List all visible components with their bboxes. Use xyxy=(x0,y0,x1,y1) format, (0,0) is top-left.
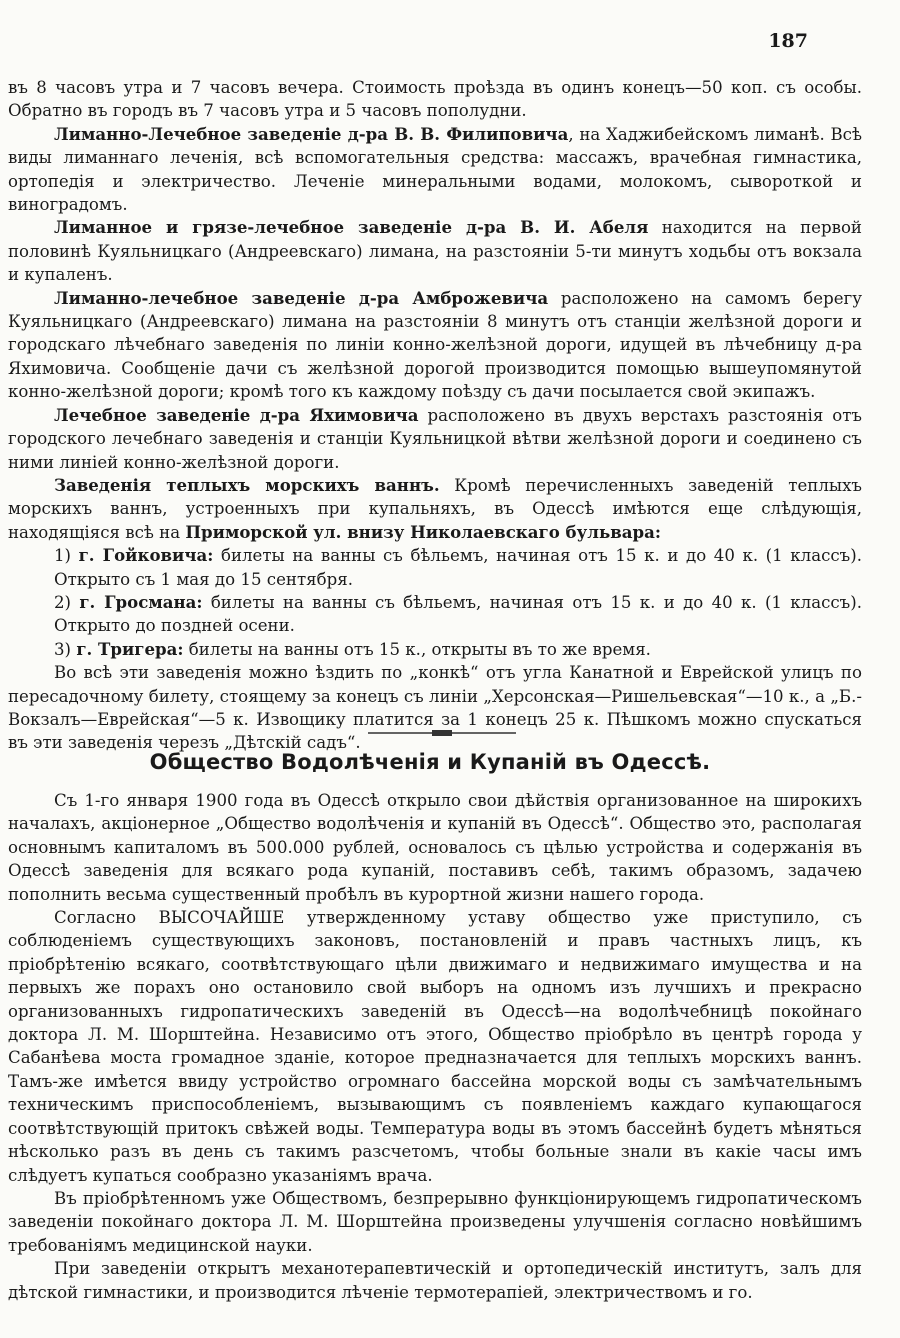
list-item: 3) г. Тригера: билеты на ванны отъ 15 к., открыты въ то же время. xyxy=(54,638,651,659)
list-item: 2) г. Гросмана: билеты на ванны съ бѣльемъ, начиная отъ 15 к. и до 40 к. (1 классъ). Открыто до поздней осени. xyxy=(54,591,862,636)
list-item-text: билеты на ванны съ бѣльемъ, начиная отъ 15 к. и до 40 к. (1 классъ). Открыто до поздней осени. xyxy=(54,592,862,636)
ambrozhevich-name: Лиманно-лечебное заведеніе д-ра Амброжевича xyxy=(54,287,549,308)
ambrozhevich-paragraph xyxy=(8,287,862,404)
warm-baths-location: Приморской ул. внизу Николаевскаго бульвара: xyxy=(185,521,661,542)
section-paragraph: Въ пріобрѣтенномъ уже Обществомъ, безпрерывно функціонирующемъ гидропатическомъ заведеніи покойнаго доктора Л. М. Шорштейна произведены улучшенія согласно новѣйшимъ требованіямъ медицинской науки. xyxy=(8,1188,862,1255)
list-item-name: г. Гросмана: xyxy=(79,591,203,612)
transport-paragraph: Во всѣ эти заведенія можно ѣздить по „конкѣ“ отъ угла Канатной и Еврейской улицъ по пересадочному билету, стоящему за конецъ съ линіи „Херсонская—Ришельевская“—10 к., а „Б.-Вокзалъ—Еврейская“—5 к. Извощику платится за 1 конецъ 25 к. Пѣшкомъ можно спускаться въ эти заведенія черезъ „Дѣтскій садъ“. xyxy=(8,663,862,753)
filipovich-paragraph xyxy=(8,123,862,217)
upper-text-block xyxy=(8,76,862,755)
ornament-divider xyxy=(368,730,516,736)
lower-text-block xyxy=(8,789,862,1304)
warm-baths-name: Заведенія теплыхъ морскихъ ваннъ. xyxy=(54,474,440,495)
abel-text: находится на первой половинѣ Куяльницкаго (Андреевскаго) лимана, на разстояніи 5-ти минутъ ходьбы отъ вокзала и купаленъ. xyxy=(8,218,862,285)
warm-baths-paragraph xyxy=(8,474,862,544)
filipovich-name: Лиманно-Лечебное заведеніе д-ра В. В. Филиповича xyxy=(54,123,569,144)
list-item-name: г. Гойковича: xyxy=(78,545,214,566)
section-paragraph: При заведеніи открытъ механотерапевтическій и ортопедическій институтъ, залъ для дѣтской гимнастики, и производится лѣченіе термотерапіей, электричествомъ и го. xyxy=(8,1259,862,1302)
list-item: 1) г. Гойковича: билеты на ванны съ бѣльемъ, начиная отъ 15 к. и до 40 к. (1 классъ). Открыто съ 1 мая до 15 сентября. xyxy=(54,545,862,589)
page-number: 187 xyxy=(768,30,808,52)
warm-baths-text: Кромѣ перечисленныхъ заведеній теплыхъ морскихъ ваннъ, устроенныхъ при купальняхъ, въ Одессѣ имѣются еще слѣдующія, находящіяся всѣ на xyxy=(8,475,862,542)
abel-paragraph xyxy=(8,216,862,286)
section-paragraph: Согласно ВЫСОЧАЙШЕ утвержденному уставу общество уже приступило, съ соблюденіемъ существующихъ законовъ, постановленій и правъ частныхъ лицъ, къ пріобрѣтенію всякаго, соотвѣтствующаго цѣли движимаго и недвижимаго имущества и на первыхъ же порахъ оно остановило свой выборъ на одномъ изъ лучшихъ и прекрасно организованныхъ гидропатическихъ заведеній въ Одессѣ—на водолѣчебницѣ покойнаго доктора Л. М. Шорштейна. Независимо отъ этого, Общество пріобрѣло въ центрѣ города у Сабанѣева моста громадное зданіе, которое предназначается для теплыхъ морскихъ ваннъ. Тамъ-же имѣется ввиду устройство огромнаго бассейна морской воды съ замѣчательнымъ техническимъ приспособленіемъ, вызывающимъ съ появленіемъ каждаго купающагося соотвѣтствующій притокъ свѣжей воды. Температура воды въ этомъ бассейнѣ будетъ мѣняться нѣсколько разъ въ день съ такимъ разсчетомъ, чтобы больные знали въ какіе часы имъ слѣдуетъ купаться сообразно указаніямъ врача. xyxy=(8,908,862,1185)
ambrozhevich-text: расположено на самомъ берегу Куяльницкаго (Андреевскаго) лимана на разстояніи 8 минутъ отъ станціи желѣзной дороги и городскаго лѣчебнаго заведенія по линіи конно-желѣзной дороги, идущей въ лѣчебницу д-ра Яхимовича. Сообщеніе дачи съ желѣзной дорогой производится помощью вышеупомянутой конно-желѣзной дороги; кромѣ того къ каждому поѣзду съ дачи посылается свой экипажъ. xyxy=(8,288,862,402)
abel-name: Лиманное и грязе-лечебное заведеніе д-ра В. И. Абеля xyxy=(54,217,649,238)
list-item-text: билеты на ванны отъ 15 к., открыты въ то же время. xyxy=(183,639,651,659)
filipovich-text: , на Хаджибейскомъ лиманѣ. Всѣ виды лиманнаго леченія, всѣ вспомогательныя средства: массажъ, врачебная гимнастика, ортопедія и электричество. Леченіе минеральными водами, молокомъ, сывороткой и виноградомъ. xyxy=(8,124,862,215)
section-title: Общество Водолѣченія и Купаній въ Одессѣ. xyxy=(149,750,711,774)
yakhimovich-paragraph xyxy=(8,404,862,474)
list-item-name: г. Тригера: xyxy=(76,638,184,659)
list-item-text: билеты на ванны съ бѣльемъ, начиная отъ 15 к. и до 40 к. (1 классъ). Открыто съ 1 мая до 15 сентября. xyxy=(54,546,862,589)
yakhimovich-text: расположено въ двухъ верстахъ разстоянія отъ городского лечебнаго заведенія и станціи Куяльницкой вѣтви желѣзной дороги и соединено съ ними линіей конно-желѣзной дороги. xyxy=(8,405,862,472)
section-paragraph: Съ 1-го января 1900 года въ Одессѣ открыло свои дѣйствія организованное на широкихъ началахъ, акціонерное „Общество водолѣченія и купаній въ Одессѣ“. Общество это, располагая основнымъ капиталомъ въ 500.000 рублей, основалось съ цѣлью устройства и содержанія въ Одессѣ заведенія для всякаго рода купаній, поставивъ себѣ, такимъ образомъ, задачею пополнить весьма существенный пробѣлъ въ курортной жизни нашего города. xyxy=(8,791,862,904)
yakhimovich-name: Лечебное заведеніе д-ра Яхимовича xyxy=(54,404,419,425)
intro-paragraph: въ 8 часовъ утра и 7 часовъ вечера. Стоимость проѣзда въ одинъ конецъ—50 коп. съ особы. Обратно въ городъ въ 7 часовъ утра и 5 часовъ пополудни. xyxy=(8,78,862,121)
